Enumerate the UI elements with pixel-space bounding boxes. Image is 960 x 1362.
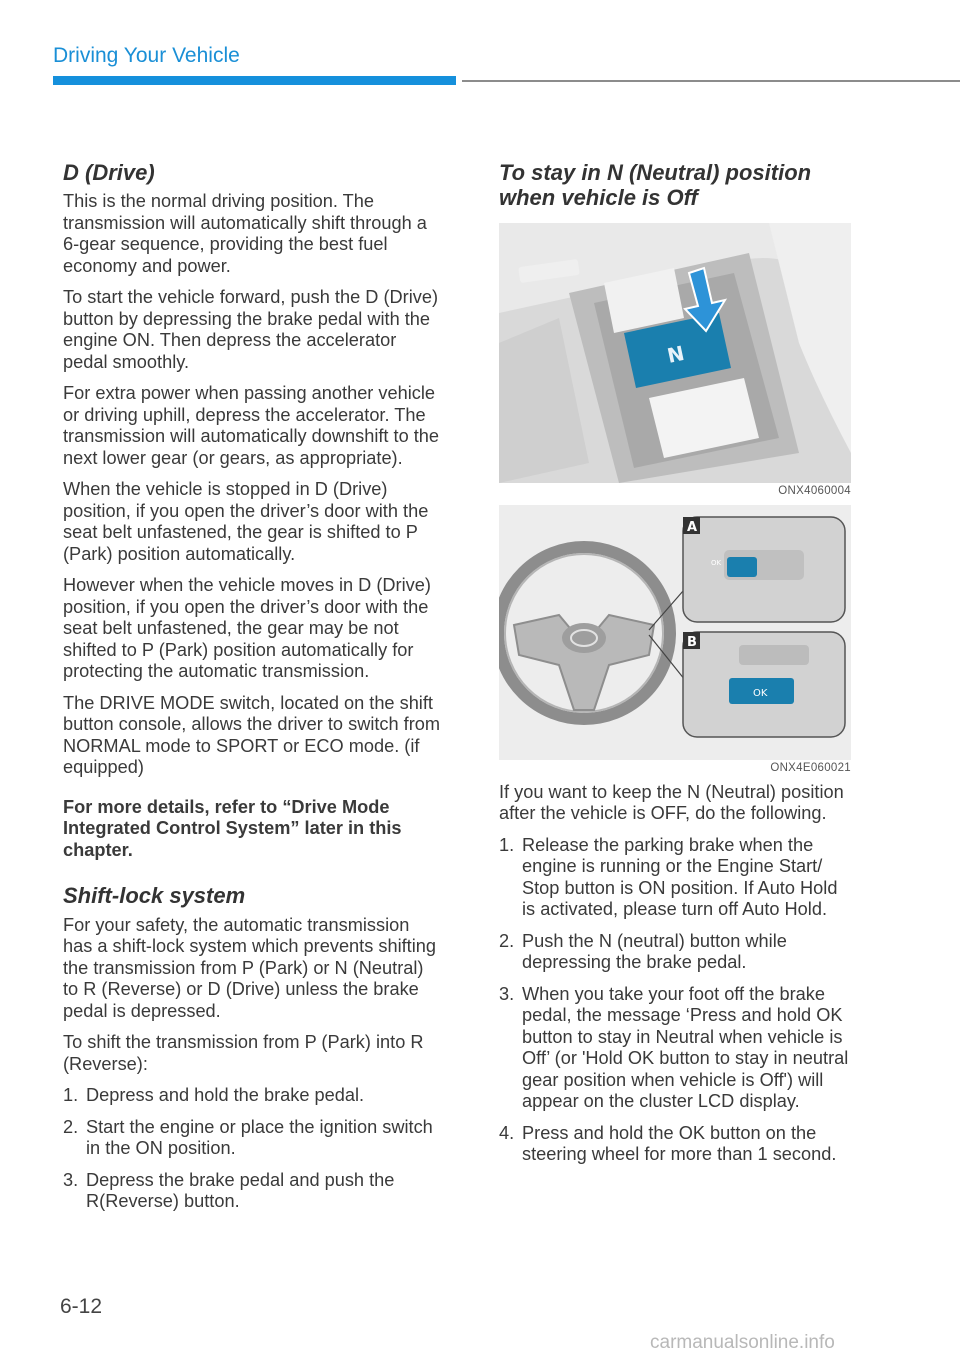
ok-button-highlight (727, 557, 757, 577)
shiftlock-section-title: Shift-lock system (63, 883, 246, 909)
right-column (499, 160, 851, 1176)
callout-b-label: B (687, 634, 697, 650)
shiftlock-steps (63, 1085, 441, 1213)
figure-code: ONX4E060021 (770, 761, 851, 774)
drive-section-title: D (Drive) (63, 160, 155, 185)
drive-paragraph: When the vehicle is stopped in D (Drive) position, if you open the driver’s door with the seat belt unfastened, the gear is shifted to P (Park) position automatically. (63, 479, 429, 564)
n-button-label: N (665, 340, 687, 368)
list-item: 3. Depress the brake pedal and push the R(Reverse) button. (63, 1169, 395, 1212)
list-item: 4. Press and hold the OK button on the steering wheel for more than 1 second. (499, 1122, 837, 1165)
shift-console-illustration (499, 223, 851, 483)
header-accent-bar (53, 76, 456, 85)
list-item: 2. Start the engine or place the ignition switch in the ON position. (63, 1116, 433, 1159)
neutral-section-title: To stay in N (Neutral) position when vehicle is Off (499, 160, 812, 211)
drive-paragraph: However when the vehicle moves in D (Drive) position, if you open the driver’s door with the seat belt unfastened, the gear may be not shifted to P (Park) position automatically for protecting the automatic transmission. (63, 575, 431, 682)
neutral-steps (499, 835, 851, 1166)
shiftlock-paragraph: To shift the transmission from P (Park) into R (Reverse): (63, 1032, 424, 1074)
steering-wheel-figure (499, 505, 851, 760)
list-item: 3. When you take your foot off the brake pedal, the message ‘Press and hold OK button to stay in Neutral when vehicle is Off’ (or 'Hold OK button to stay in neutral gear position when vehicle is Off') will appear on the cluster LCD display. (499, 983, 849, 1112)
ok-button-small-label: OK (711, 558, 722, 567)
list-item: 2. Push the N (neutral) button while depressing the brake pedal. (499, 930, 787, 973)
list-item: 1. Depress and hold the brake pedal. (63, 1085, 365, 1106)
list-item: 1. Release the parking brake when the engine is running or the Engine Start/ Stop button is ON position. If Auto Hold is activated, please turn off Auto Hold. (499, 834, 838, 920)
ok-button-label: OK (753, 687, 768, 699)
drive-paragraph: The DRIVE MODE switch, located on the shift button console, allows the driver to switch from NORMAL mode to SPORT or ECO mode. (if equipped) (63, 692, 441, 778)
header-divider (462, 80, 960, 82)
page-number: 6-12 (60, 1295, 103, 1318)
steering-wheel-illustration (499, 505, 851, 760)
drive-paragraph: For extra power when passing another vehicle or driving uphill, depress the accelerator. The transmission will automatically downshift to the next lower gear (or gears, as appropriate). (63, 383, 440, 468)
drive-mode-reference-note: For more details, refer to “Drive Mode Integrated Control System” later in this chapter. (63, 796, 402, 860)
watermark: carmanualsonline.info (650, 1332, 835, 1353)
figure-code: ONX4060004 (778, 484, 851, 497)
chapter-title: Driving Your Vehicle (53, 44, 240, 67)
drive-paragraph: To start the vehicle forward, push the D (Drive) button by depressing the brake pedal with the engine ON. Then depress the accelerator pedal smoothly. (63, 287, 439, 372)
left-column (63, 160, 441, 1223)
steering-logo-icon (562, 623, 606, 653)
callout-a-label: A (687, 519, 698, 535)
neutral-intro: If you want to keep the N (Neutral) position after the vehicle is OFF, do the following. (499, 781, 844, 824)
drive-paragraph: This is the normal driving position. The transmission will automatically shift through a 6-gear sequence, providing the best fuel economy and power. (63, 191, 427, 276)
shiftlock-paragraph: For your safety, the automatic transmission has a shift-lock system which prevents shifting the transmission from P (Park) or N (Neutral) to R (Reverse) or D (Drive) unless the brake pedal is depressed. (63, 914, 436, 1021)
shift-console-figure (499, 223, 851, 483)
